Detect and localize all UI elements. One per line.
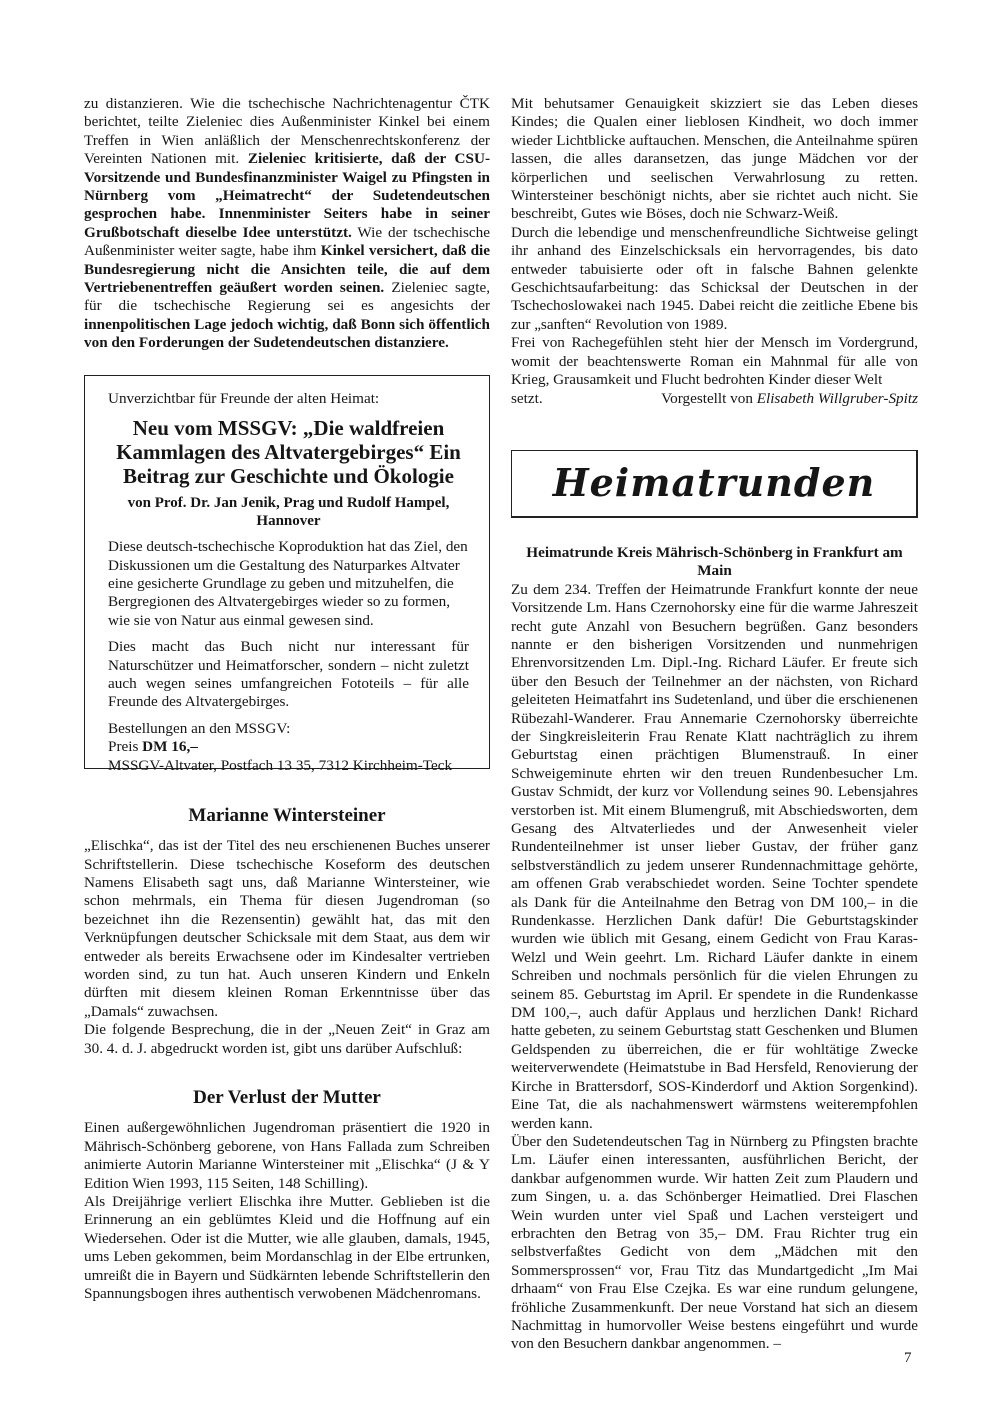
body-paragraph: Die folgende Besprechung, die in der „Neuen Zeit“ in Graz am 30. 4. d. J. abgedruckt worden ist, gibt uns darüber Aufschluß: bbox=[84, 1021, 490, 1057]
advert-paragraph: Dies macht das Buch nicht nur interessant für Naturschützer und Heimatforscher, sondern – nicht zuletzt auch wegen seines umfangreichen Fototeils – für alle Freunde des Altvatergebirges. bbox=[108, 638, 469, 711]
advert-title: Neu vom MSSGV: „Die waldfreien Kammlagen des Altvatergebirges“ Ein Beitrag zur Geschichte und Ökologie bbox=[116, 416, 461, 489]
section-heading: Marianne Wintersteiner bbox=[188, 804, 386, 826]
right-column bbox=[511, 95, 918, 1354]
signature-name: Elisabeth Willgruber-Spitz bbox=[756, 389, 918, 407]
body-paragraph: Einen außergewöhnlichen Jugendroman präsentiert die 1920 in Mährisch-Schönberg geborene, von Hans Fallada zum Schreiben animierte Autorin Marianne Wintersteiner mit „Elischka“ (J & Y Edition Wien 1993, 115 Seiten, 148 Schilling). bbox=[84, 1119, 490, 1192]
page-number: 7 bbox=[904, 1350, 912, 1366]
body-paragraph: Zu dem 234. Treffen der Heimatrunde Frankfurt konnte der neue Vorsitzende Lm. Hans Czernohorsky eine für die warme Jahreszeit recht gute Anzahl von Besuchern begrüßen. Ganz besonders nannte er den bisherigen Vorsitzenden und nunmehrigen Ehrenvorsitzenden Lm. Dipl.-Ing. Richard Läufer. Er freute sich über den Besuch der Teilnehmer an der nächsten, von Richard geleiteten Heimatfahrt ins Sudetenland, und über die erschienenen Rübezahl-Wanderer. Frau Annemarie Czernohorsky überreichte der Singkreisleiterin Frau Renate Klatt nachträglich zu ihrem Geburtstag einen prächtigen Blumenstrauß. In einer Schweigeminute ehrten wir den treuen Rundenbesucher Lm. Gustav Schmidt, der kurz vor Vollendung seines 90. Lebensjahres verstorben ist. Mit einem Blumengruß, mit Abschiedsworten, dem Gesang des Altvaterliedes und der Anwesenheit vieler Rundenteilnehmer ist unser lieber Gustav, der früher ganz selbstverständlich zu jedem unserer Rundennachmittage gehörte, am offenen Grab verabschiedet worden. Seine Tochter spendete als Dank für die Anteilnahme den Betrag von DM 100,– in die Rundenkasse. Herzlichen Dank dafür! Die Geburtstagskinder wurden wie üblich mit Gesang, einem Gedicht von Frau Karas-Welzl und Wein geehrt. Lm. Richard Läufer dankte in einem Schreiben und nochmals persönlich für die vielen Ehrungen zu seinem 85. Geburtstag im April. Er spendete in die Rundenkasse DM 100,–, auch dafür Applaus und herzlichen Dank! Richard hatte gebeten, zu seinem Geburtstag statt Geschenken und Blumen Geldspenden zu überreichen, die er für wohltätige Zwecke weiterverwendete (Heimatstube in Bad Hersfeld, Renovierung der Kirche in Brattersdorf, SOS-Kinderdorf und Aktion Sorgenkind). Eine Tat, die als nachahmenswert wärmstens weiterempfohlen werden kann. bbox=[511, 580, 918, 1132]
intro-run: Wie der tschechische Außenminister weiter sagte, habe ihm bbox=[84, 223, 490, 260]
advert-authors: von Prof. Dr. Jan Jenik, Prag und Rudolf Hampel, Hannover bbox=[127, 495, 450, 530]
price-label: Preis bbox=[108, 738, 143, 756]
intro-paragraph bbox=[84, 95, 490, 353]
advert-price bbox=[108, 738, 469, 756]
intro-run-bold: innenpolitischen Lage jedoch wichtig, daß Bonn sich öffentlich von den Forderungen der Sudetendeutschen distanziere. bbox=[84, 315, 490, 352]
signature-label: Vorgestellt von bbox=[661, 389, 757, 407]
advert-address: MSSGV-Altvater, Postfach 13 35, 7312 Kirchheim-Teck bbox=[108, 756, 453, 774]
heimatrunden-banner bbox=[511, 450, 918, 518]
section-heading: Der Verlust der Mutter bbox=[193, 1086, 381, 1108]
body-paragraph: Als Dreijährige verliert Elischka ihre Mutter. Geblieben ist die Erinnerung an ein geblümtes Kleid und die Hoffnung auf ein Wiedersehen. Oder ist die Mutter, wie alle glauben, damals, 1945, ums Leben gekommen, beim Mordanschlag in der Elbe ertrunken, umreißt die in Bayern und Südkärnten lebende Schriftstellerin den Spannungsbogen ihres authentisch verwobenen Mädchenromans. bbox=[84, 1193, 490, 1303]
advert-paragraph: Diese deutsch-tschechische Koproduktion hat das Ziel, den Diskussionen um die Gestaltung des Naturparkes Altvater eine gesicherte Grundlage zu geben und mitzuhelfen, die Bergregionen des Altvatergebirges wieder so zu formen, wie sie von Natur aus einmal gewesen sind. bbox=[108, 538, 468, 629]
intro-run-bold: Kinkel versichert, daß die Bundesregierung nicht die Ansichten teile, die auf dem Vertriebenentreffen geäußert worden seinen. bbox=[84, 242, 490, 297]
section-subheading: Heimatrunde Kreis Mährisch-Schönberg in Frankfurt am Main bbox=[526, 543, 903, 580]
review-signature bbox=[511, 390, 918, 408]
banner-title: Heimatrunden bbox=[552, 460, 876, 506]
price-value: DM 16,– bbox=[142, 738, 198, 756]
body-paragraph: Mit behutsamer Genauigkeit skizziert sie das Leben dieses Kindes; die Qualen einer lieblosen Kindheit, wo doch immer wieder Lichtblicke auftauchen. Menschen, die Anteilnahme spüren lassen, die alles daransetzen, das junge Mädchen vor der körperlichen und seelischen Verwahrlosung zu retten. Wintersteiner beschönigt nichts, aber sie richtet auch nicht. Sie beschreibt, Gutes wie Böses, doch nie Schwarz-Weiß. bbox=[511, 95, 918, 223]
body-paragraph: Über den Sudetendeutschen Tag in Nürnberg zu Pfingsten brachte Lm. Läufer einen interessanten, ausführlichen Bericht, der dankbar aufgenommen wurde. Wir hatten Zeit zum Plaudern und zum Singen, u. a. das Schönberger Heimatlied. Drei Flaschen Wein wurden unter viel Spaß und Lachen versteigert und erbrachten den Betrag von 35,– DM. Frau Richter trug ein selbstverfaßtes Gedicht von dem „Mädchen mit den Sommersprossen“ vor, Frau Titz das Mundartgedicht „Im Mai drhaam“ von Frau Else Czejka. Es war eine rundum gelungene, fröhliche Zusammenkunft. Der neue Vorstand hat sich an diesem Nachmittag in humorvoller Weise bestens eingeführt und wurde von den Besuchern dankbar angenommen. – bbox=[511, 1132, 918, 1353]
body-paragraph: „Elischka“, das ist der Titel des neu erschienenen Buches unserer Schriftstellerin. Diese tschechische Koseform des deutschen Namens Elisabeth sagt uns, daß Marianne Wintersteiner, wie schon mehrmals, ein Thema für diesen Jugendroman (so bezeichnet ihn die Rezensentin) gewählt hat, das mit den Verknüpfungen deutscher Schicksale mit dem Staat, aus dem wir entweder als bereits Erwachsene oder im Kindesalter vertrieben worden sind, zu tun hat. Auch unseren Kindern und Enkeln dürften mit diesem kleinen Roman Erkenntnisse über das „Damals“ zuwachsen. bbox=[84, 837, 490, 1020]
signature bbox=[661, 390, 918, 408]
advert-intro: Unverzichtbar für Freunde der alten Heimat: bbox=[108, 389, 380, 407]
body-paragraph: Frei von Rachegefühlen steht hier der Mensch im Vordergrund, womit der beachtenswerte Roman ein Mahnmal für alle von Krieg, Grausamkeit und Flucht bedrohten Kinder dieser Welt bbox=[511, 334, 918, 389]
advert-order-label: Bestellungen an den MSSGV: bbox=[108, 719, 291, 737]
book-advert-box bbox=[84, 375, 490, 774]
intro-run: zu distanzieren. Wie die tschechische Nachrichtenagentur ČTK berichtet, teilte Zieleniec dies Außenminister Kinkel bei einem Treffen in Wien anläßlich der Menschenrechtskonferenz der Vereinten Nationen mit. bbox=[84, 95, 490, 168]
intro-run-bold: Zieleniec kritisierte, daß der CSU-Vorsitzende und Bundesfinanzminister Waigel zu Pfingsten in Nürnberg vom „Heimatrecht“ der Sudetendeutschen gesprochen habe. Innenminister Seiters habe in seiner Grußbotschaft dieselbe Idee unterstützt. bbox=[84, 150, 491, 241]
body-text: setzt. bbox=[511, 389, 543, 407]
intro-run: Zieleniec sagte, für die tschechische Regierung sei es angesichts der bbox=[84, 279, 490, 315]
body-paragraph: Durch die lebendige und menschenfreundliche Sichtweise gelingt ihr anhand des Einzelschicksals ein hervorragendes, bis dato entweder tabuisierte oder oft in falsche Bahnen gelenkte Geschichtsaufarbeitung: das Schicksal der Deutschen in der Tschechoslowakei nach 1945. Dabei reicht die zeitliche Ebene bis zur „sanften“ Revolution von 1989. bbox=[511, 223, 918, 333]
left-column bbox=[84, 95, 490, 1303]
